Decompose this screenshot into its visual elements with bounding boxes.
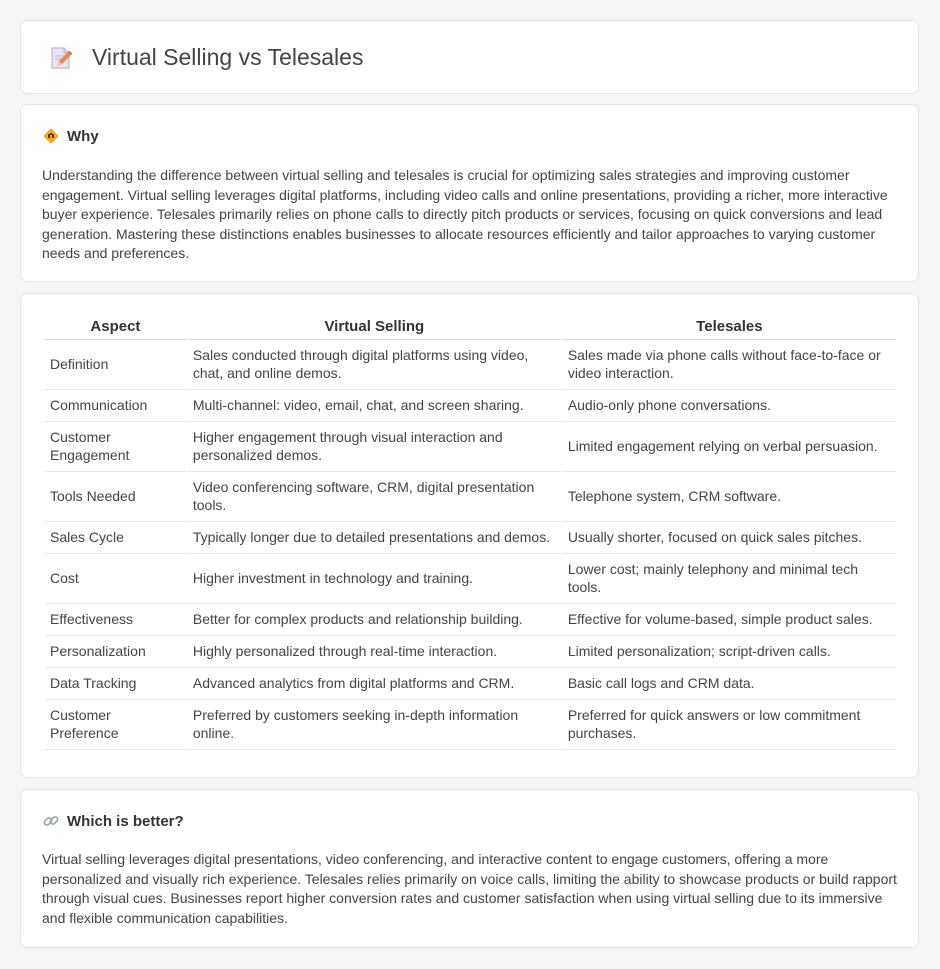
table-row	[45, 668, 896, 700]
table-row	[45, 554, 896, 604]
why-section	[20, 104, 919, 282]
cell-telesales: Usually shorter, focused on quick sales pitches.	[563, 522, 896, 554]
cell-virtual-selling: Video conferencing software, CRM, digital presentation tools.	[188, 472, 561, 522]
cell-virtual-selling: Multi-channel: video, email, chat, and screen sharing.	[188, 390, 561, 422]
table-row	[45, 390, 896, 422]
cell-virtual-selling: Preferred by customers seeking in-depth information online.	[188, 700, 561, 750]
cell-virtual-selling: Higher investment in technology and training.	[188, 554, 561, 604]
cell-virtual-selling: Sales conducted through digital platforms using video, chat, and online demos.	[188, 340, 561, 390]
page-title: Virtual Selling vs Telesales	[92, 44, 364, 70]
table-row	[45, 472, 896, 522]
cell-aspect: Data Tracking	[45, 668, 186, 700]
comparison-table	[43, 316, 898, 750]
column-header-virtual-selling: Virtual Selling	[188, 316, 561, 340]
cell-telesales: Sales made via phone calls without face-to-face or video interaction.	[563, 340, 896, 390]
better-text: Virtual selling leverages digital presentations, video conferencing, and interactive content to engage customers, offering a more personalized and visually rich experience. Telesales relies primarily on voice calls, limiting the ability to showcase products or build rapport through visual cues. Businesses report higher conversion rates and customer satisfaction when using virtual selling due to its immersive and flexible communication capabilities.	[42, 851, 897, 926]
column-header-telesales: Telesales	[563, 316, 896, 340]
cell-telesales: Audio-only phone conversations.	[563, 390, 896, 422]
cell-aspect: Customer Engagement	[45, 422, 186, 472]
cell-telesales: Limited engagement relying on verbal persuasion.	[563, 422, 896, 472]
cell-aspect: Definition	[45, 340, 186, 390]
cell-telesales: Telephone system, CRM software.	[563, 472, 896, 522]
cell-aspect: Customer Preference	[45, 700, 186, 750]
why-heading-label: Why	[67, 127, 99, 145]
cell-virtual-selling: Typically longer due to detailed presentations and demos.	[188, 522, 561, 554]
table-row	[45, 636, 896, 668]
cell-aspect: Sales Cycle	[45, 522, 186, 554]
warning-sign-icon	[42, 127, 60, 145]
table-row	[45, 522, 896, 554]
cell-virtual-selling: Better for complex products and relationship building.	[188, 604, 561, 636]
cell-aspect: Effectiveness	[45, 604, 186, 636]
cell-aspect: Personalization	[45, 636, 186, 668]
why-heading	[42, 127, 99, 145]
table-header-row	[45, 316, 896, 340]
cell-telesales: Basic call logs and CRM data.	[563, 668, 896, 700]
which-is-better-section	[20, 789, 919, 948]
comparison-section	[20, 293, 919, 778]
column-header-aspect: Aspect	[45, 316, 186, 340]
cell-aspect: Tools Needed	[45, 472, 186, 522]
cell-telesales: Limited personalization; script-driven calls.	[563, 636, 896, 668]
table-row	[45, 422, 896, 472]
cell-virtual-selling: Highly personalized through real-time interaction.	[188, 636, 561, 668]
title-card	[20, 20, 919, 94]
cell-telesales: Preferred for quick answers or low commitment purchases.	[563, 700, 896, 750]
cell-aspect: Communication	[45, 390, 186, 422]
cell-virtual-selling: Advanced analytics from digital platforms and CRM.	[188, 668, 561, 700]
cell-telesales: Effective for volume-based, simple product sales.	[563, 604, 896, 636]
document-pencil-icon	[48, 45, 74, 71]
better-heading-label: Which is better?	[67, 812, 184, 830]
table-row	[45, 340, 896, 390]
cell-virtual-selling: Higher engagement through visual interaction and personalized demos.	[188, 422, 561, 472]
table-row	[45, 604, 896, 636]
link-icon	[42, 812, 60, 830]
why-text: Understanding the difference between virtual selling and telesales is crucial for optimizing sales strategies and improving customer engagement. Virtual selling leverages digital platforms, including video calls and online presentations, providing a richer, more interactive buyer experience. Telesales primarily relies on phone calls to directly pitch products or services, focusing on quick conversions and lead generation. Mastering these distinctions enables businesses to allocate resources efficiently and tailor approaches to varying customer needs and preferences.	[42, 167, 888, 262]
table-row	[45, 700, 896, 750]
cell-aspect: Cost	[45, 554, 186, 604]
cell-telesales: Lower cost; mainly telephony and minimal tech tools.	[563, 554, 896, 604]
better-heading	[42, 812, 184, 830]
